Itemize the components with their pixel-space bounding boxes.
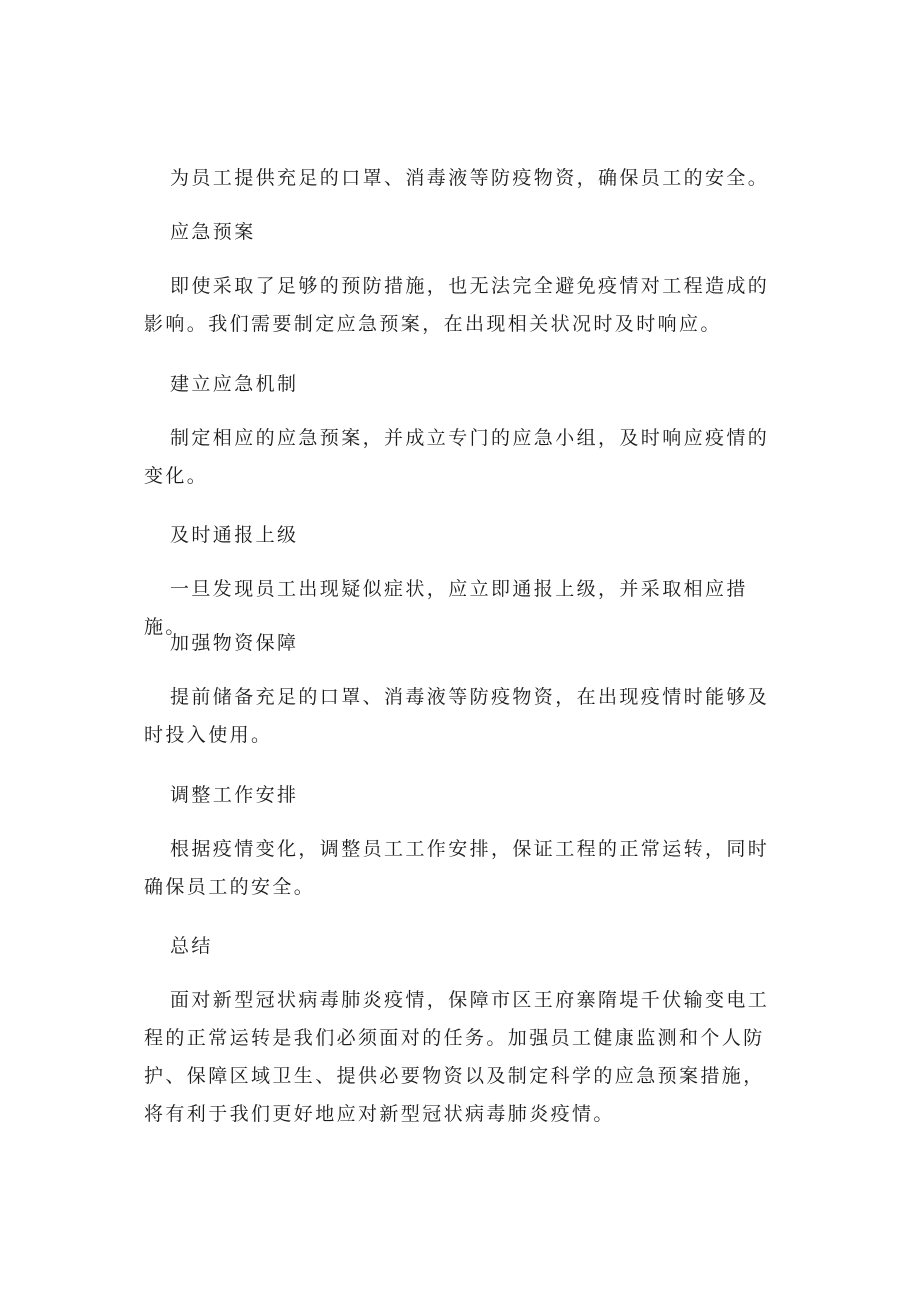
- heading-supplies: 加强物资保障: [170, 632, 299, 654]
- paragraph-work-arrangement: 根据疫情变化，调整员工工作安排，保证工程的正常运转，同时确保员工的安全。: [144, 838, 770, 898]
- heading-summary: 总结: [170, 935, 213, 957]
- heading-report-superiors: 及时通报上级: [170, 524, 299, 546]
- heading-emergency-mechanism: 建立应急机制: [170, 373, 299, 395]
- paragraph-summary: 面对新型冠状病毒肺炎疫情，保障市区王府寨隋堤千伏输变电工程的正常运转是我们必须面对的任务。加强员工健康监测和个人防护、保障区域卫生、提供必要物资以及制定科学的应急预案措施，将有利于我们更好地应对新型冠状病毒肺炎疫情。: [144, 989, 770, 1125]
- heading-work-arrangement: 调整工作安排: [170, 784, 299, 806]
- paragraph-emergency-mechanism: 制定相应的应急预案，并成立专门的应急小组，及时响应疫情的变化。: [144, 427, 770, 487]
- paragraph-supplies: 提前储备充足的口罩、消毒液等防疫物资，在出现疫情时能够及时投入使用。: [144, 686, 770, 746]
- heading-emergency-plan: 应急预案: [170, 221, 256, 243]
- paragraph-emergency-plan: 即使采取了足够的预防措施，也无法完全避免疫情对工程造成的影响。我们需要制定应急预案，在出现相关状况时及时响应。: [144, 275, 770, 335]
- intro-paragraph: 为员工提供充足的口罩、消毒液等防疫物资，确保员工的安全。: [170, 167, 770, 189]
- paragraph-report-superiors: 一旦发现员工出现疑似症状，应立即通报上级，并采取相应措施。: [144, 578, 748, 638]
